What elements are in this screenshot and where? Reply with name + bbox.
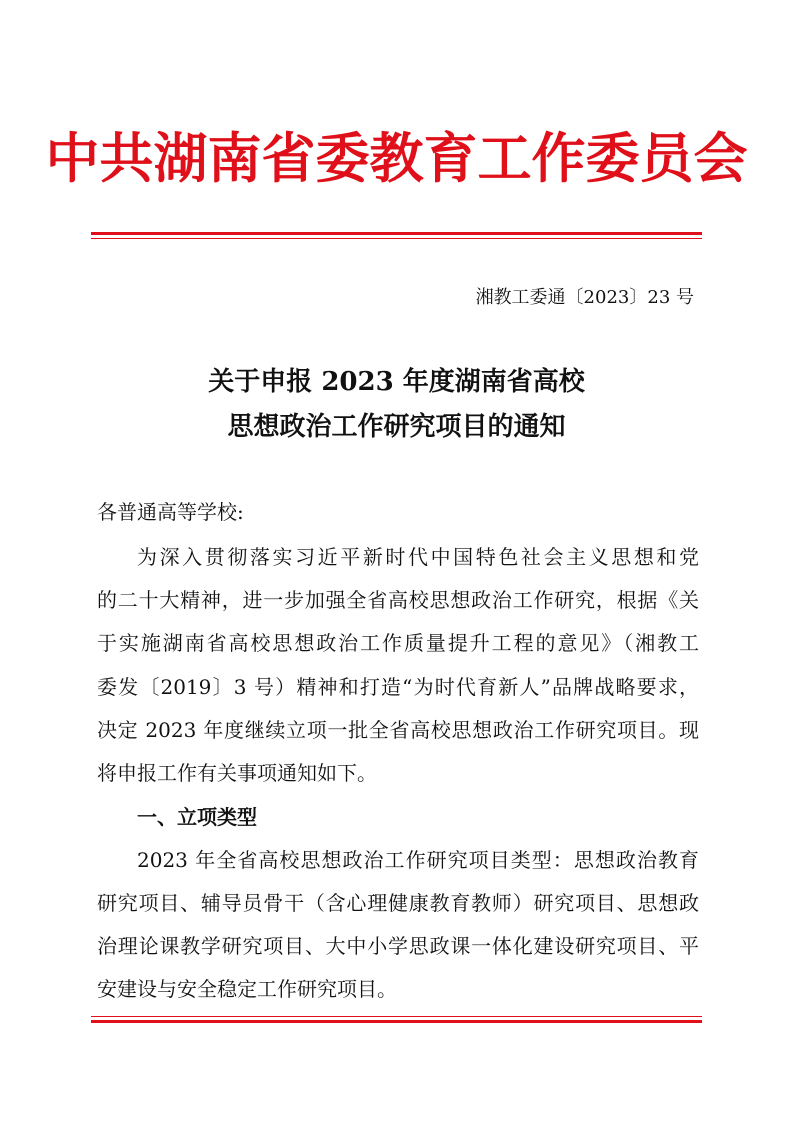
paragraph-1-line: 决定 2023 年度继续立项一批全省高校思想政治工作研究项目。现 bbox=[97, 718, 699, 742]
paragraph-2-line: 安建设与安全稳定工作研究项目。 bbox=[97, 977, 397, 1001]
paragraph-1-line: 的二十大精神，进一步加强全省高校思想政治工作研究，根据《关 bbox=[97, 588, 699, 612]
footer-rule-thin bbox=[91, 1016, 702, 1017]
masthead-rule bbox=[91, 232, 702, 235]
issuer-masthead: 中共湖南省委教育工作委员会 bbox=[45, 126, 748, 190]
paragraph-2-line: 研究项目、辅导员骨干（含心理健康教育教师）研究项目、思想政 bbox=[97, 891, 699, 915]
paragraph-1-line: 将申报工作有关事项通知如下。 bbox=[97, 761, 377, 785]
paragraph-2-line: 2023 年全省高校思想政治工作研究项目类型：思想政治教育 bbox=[137, 848, 699, 872]
section-heading-1: 一、立项类型 bbox=[137, 805, 257, 829]
document-title-line-2: 思想政治工作研究项目的通知 bbox=[227, 412, 566, 442]
document-number: 湘教工委通〔2023〕23 号 bbox=[475, 287, 694, 308]
paragraph-1-line: 委发〔2019〕3 号）精神和打造“为时代育新人”品牌战略要求， bbox=[97, 675, 699, 699]
footer-rule bbox=[91, 1020, 702, 1023]
paragraph-2-line: 治理论课教学研究项目、大中小学思政课一体化建设研究项目、平 bbox=[97, 934, 699, 958]
masthead-rule-thin bbox=[91, 238, 702, 239]
paragraph-1-line: 为深入贯彻落实习近平新时代中国特色社会主义思想和党 bbox=[137, 545, 699, 569]
addressee: 各普通高等学校: bbox=[97, 500, 244, 524]
document-title-line-1: 关于申报 2023 年度湖南省高校 bbox=[208, 367, 585, 397]
paragraph-1-line: 于实施湖南省高校思想政治工作质量提升工程的意见》（湘教工 bbox=[97, 631, 699, 655]
